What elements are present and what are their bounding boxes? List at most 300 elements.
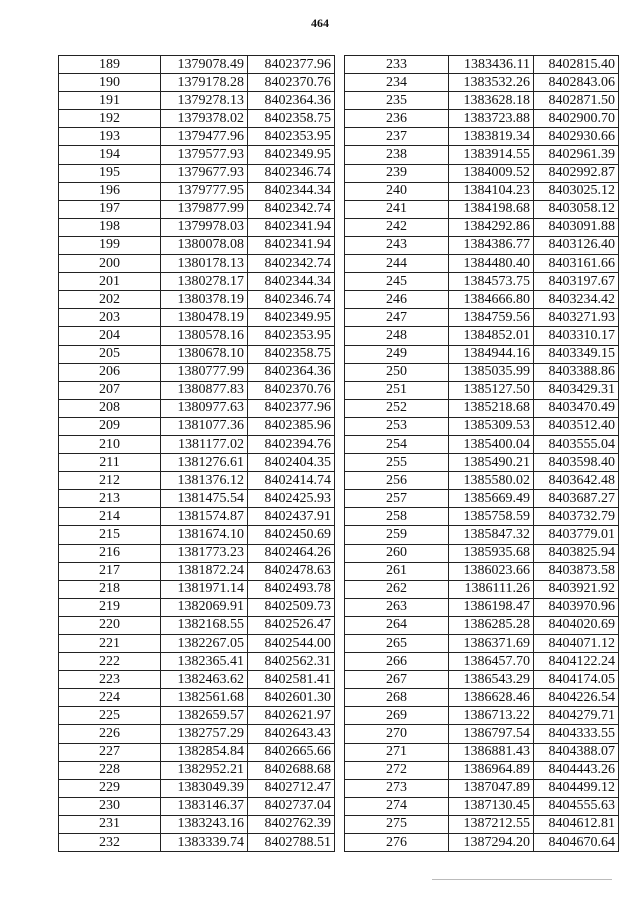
x-coordinate-cell: 1384386.77 (449, 236, 534, 254)
y-coordinate-cell: 8402344.34 (248, 273, 335, 291)
point-number-cell: 263 (345, 598, 449, 616)
x-coordinate-cell: 1385669.49 (449, 490, 534, 508)
table-row (59, 834, 335, 852)
y-coordinate-cell: 8404388.07 (534, 743, 619, 761)
point-number-cell: 258 (345, 508, 449, 526)
x-coordinate-cell: 1384759.56 (449, 309, 534, 327)
table-row (59, 743, 335, 761)
y-coordinate-cell: 8402581.41 (248, 671, 335, 689)
point-number-cell: 241 (345, 200, 449, 218)
x-coordinate-cell: 1384104.23 (449, 182, 534, 200)
table-row (345, 797, 619, 815)
y-coordinate-cell: 8403921.92 (534, 580, 619, 598)
x-coordinate-cell: 1382757.29 (161, 725, 248, 743)
table-row (59, 435, 335, 453)
point-number-cell: 251 (345, 381, 449, 399)
x-coordinate-cell: 1379677.93 (161, 164, 248, 182)
y-coordinate-cell: 8402509.73 (248, 598, 335, 616)
table-row (59, 454, 335, 472)
y-coordinate-cell: 8404443.26 (534, 761, 619, 779)
table-row (59, 508, 335, 526)
point-number-cell: 261 (345, 562, 449, 580)
y-coordinate-cell: 8402544.00 (248, 635, 335, 653)
y-coordinate-cell: 8402961.39 (534, 146, 619, 164)
point-number-cell: 230 (59, 797, 161, 815)
point-number-cell: 262 (345, 580, 449, 598)
point-number-cell: 229 (59, 779, 161, 797)
coordinates-table-left (58, 55, 335, 852)
coordinates-table-right (344, 55, 619, 852)
point-number-cell: 216 (59, 544, 161, 562)
table-row (59, 381, 335, 399)
point-number-cell: 234 (345, 74, 449, 92)
point-number-cell: 267 (345, 671, 449, 689)
point-number-cell: 273 (345, 779, 449, 797)
table-row (345, 743, 619, 761)
y-coordinate-cell: 8402370.76 (248, 381, 335, 399)
table-row (59, 56, 335, 74)
point-number-cell: 209 (59, 417, 161, 435)
table-row (59, 598, 335, 616)
x-coordinate-cell: 1379378.02 (161, 110, 248, 128)
point-number-cell: 196 (59, 182, 161, 200)
table-row (345, 671, 619, 689)
y-coordinate-cell: 8404020.69 (534, 616, 619, 634)
y-coordinate-cell: 8403091.88 (534, 218, 619, 236)
y-coordinate-cell: 8403825.94 (534, 544, 619, 562)
point-number-cell: 274 (345, 797, 449, 815)
y-coordinate-cell: 8403388.86 (534, 363, 619, 381)
x-coordinate-cell: 1381971.14 (161, 580, 248, 598)
y-coordinate-cell: 8403779.01 (534, 526, 619, 544)
y-coordinate-cell: 8402843.06 (534, 74, 619, 92)
x-coordinate-cell: 1380078.08 (161, 236, 248, 254)
x-coordinate-cell: 1383914.55 (449, 146, 534, 164)
table-row (345, 435, 619, 453)
point-number-cell: 192 (59, 110, 161, 128)
point-number-cell: 195 (59, 164, 161, 182)
table-row (345, 454, 619, 472)
y-coordinate-cell: 8402992.87 (534, 164, 619, 182)
y-coordinate-cell: 8404174.05 (534, 671, 619, 689)
x-coordinate-cell: 1384198.68 (449, 200, 534, 218)
table-row (59, 761, 335, 779)
y-coordinate-cell: 8402871.50 (534, 92, 619, 110)
point-number-cell: 208 (59, 399, 161, 417)
point-number-cell: 271 (345, 743, 449, 761)
x-coordinate-cell: 1379577.93 (161, 146, 248, 164)
table-row (345, 309, 619, 327)
y-coordinate-cell: 8403197.67 (534, 273, 619, 291)
table-row (59, 562, 335, 580)
y-coordinate-cell: 8402404.35 (248, 454, 335, 472)
y-coordinate-cell: 8402562.31 (248, 653, 335, 671)
point-number-cell: 254 (345, 435, 449, 453)
point-number-cell: 235 (345, 92, 449, 110)
point-number-cell: 215 (59, 526, 161, 544)
point-number-cell: 197 (59, 200, 161, 218)
point-number-cell: 218 (59, 580, 161, 598)
table-row (59, 544, 335, 562)
x-coordinate-cell: 1386881.43 (449, 743, 534, 761)
table-row (59, 218, 335, 236)
point-number-cell: 193 (59, 128, 161, 146)
point-number-cell: 199 (59, 236, 161, 254)
x-coordinate-cell: 1384666.80 (449, 291, 534, 309)
x-coordinate-cell: 1384292.86 (449, 218, 534, 236)
y-coordinate-cell: 8402437.91 (248, 508, 335, 526)
x-coordinate-cell: 1380178.13 (161, 255, 248, 273)
table-row (59, 616, 335, 634)
table-row (59, 128, 335, 146)
table-row (345, 110, 619, 128)
point-number-cell: 243 (345, 236, 449, 254)
x-coordinate-cell: 1386371.69 (449, 635, 534, 653)
table-row (59, 309, 335, 327)
table-row (59, 526, 335, 544)
x-coordinate-cell: 1385490.21 (449, 454, 534, 472)
y-coordinate-cell: 8402358.75 (248, 345, 335, 363)
y-coordinate-cell: 8402364.36 (248, 92, 335, 110)
table-row (59, 200, 335, 218)
y-coordinate-cell: 8402349.95 (248, 309, 335, 327)
point-number-cell: 259 (345, 526, 449, 544)
point-number-cell: 244 (345, 255, 449, 273)
y-coordinate-cell: 8403970.96 (534, 598, 619, 616)
point-number-cell: 221 (59, 635, 161, 653)
point-number-cell: 253 (345, 417, 449, 435)
x-coordinate-cell: 1383532.26 (449, 74, 534, 92)
table-row (59, 707, 335, 725)
point-number-cell: 233 (345, 56, 449, 74)
x-coordinate-cell: 1383146.37 (161, 797, 248, 815)
table-row (345, 399, 619, 417)
table-row (59, 182, 335, 200)
table-row (59, 472, 335, 490)
x-coordinate-cell: 1383339.74 (161, 834, 248, 852)
point-number-cell: 264 (345, 616, 449, 634)
table-row (345, 56, 619, 74)
table-row (345, 490, 619, 508)
y-coordinate-cell: 8404612.81 (534, 815, 619, 833)
table-row (345, 146, 619, 164)
point-number-cell: 231 (59, 815, 161, 833)
y-coordinate-cell: 8403598.40 (534, 454, 619, 472)
table-row (345, 218, 619, 236)
y-coordinate-cell: 8402377.96 (248, 399, 335, 417)
x-coordinate-cell: 1387047.89 (449, 779, 534, 797)
table-row (345, 725, 619, 743)
x-coordinate-cell: 1382561.68 (161, 689, 248, 707)
x-coordinate-cell: 1382854.84 (161, 743, 248, 761)
x-coordinate-cell: 1381276.61 (161, 454, 248, 472)
y-coordinate-cell: 8403234.42 (534, 291, 619, 309)
point-number-cell: 227 (59, 743, 161, 761)
x-coordinate-cell: 1387130.45 (449, 797, 534, 815)
x-coordinate-cell: 1381872.24 (161, 562, 248, 580)
y-coordinate-cell: 8404226.54 (534, 689, 619, 707)
y-coordinate-cell: 8403349.15 (534, 345, 619, 363)
y-coordinate-cell: 8402342.74 (248, 200, 335, 218)
x-coordinate-cell: 1386457.70 (449, 653, 534, 671)
x-coordinate-cell: 1384480.40 (449, 255, 534, 273)
y-coordinate-cell: 8403873.58 (534, 562, 619, 580)
point-number-cell: 211 (59, 454, 161, 472)
point-number-cell: 202 (59, 291, 161, 309)
x-coordinate-cell: 1380378.19 (161, 291, 248, 309)
y-coordinate-cell: 8402526.47 (248, 616, 335, 634)
table-row (59, 236, 335, 254)
table-row (345, 526, 619, 544)
point-number-cell: 228 (59, 761, 161, 779)
y-coordinate-cell: 8403642.48 (534, 472, 619, 490)
x-coordinate-cell: 1385309.53 (449, 417, 534, 435)
x-coordinate-cell: 1386713.22 (449, 707, 534, 725)
x-coordinate-cell: 1383819.34 (449, 128, 534, 146)
x-coordinate-cell: 1385400.04 (449, 435, 534, 453)
table-row (59, 671, 335, 689)
x-coordinate-cell: 1383436.11 (449, 56, 534, 74)
point-number-cell: 222 (59, 653, 161, 671)
y-coordinate-cell: 8402414.74 (248, 472, 335, 490)
y-coordinate-cell: 8402788.51 (248, 834, 335, 852)
x-coordinate-cell: 1386628.46 (449, 689, 534, 707)
x-coordinate-cell: 1383049.39 (161, 779, 248, 797)
x-coordinate-cell: 1382659.57 (161, 707, 248, 725)
y-coordinate-cell: 8402493.78 (248, 580, 335, 598)
table-row (345, 291, 619, 309)
y-coordinate-cell: 8403310.17 (534, 327, 619, 345)
x-coordinate-cell: 1384944.16 (449, 345, 534, 363)
y-coordinate-cell: 8402464.26 (248, 544, 335, 562)
table-row (59, 164, 335, 182)
table-row (59, 815, 335, 833)
y-coordinate-cell: 8402737.04 (248, 797, 335, 815)
x-coordinate-cell: 1385127.50 (449, 381, 534, 399)
x-coordinate-cell: 1385847.32 (449, 526, 534, 544)
x-coordinate-cell: 1384852.01 (449, 327, 534, 345)
table-row (345, 74, 619, 92)
table-row (345, 472, 619, 490)
table-row (59, 327, 335, 345)
x-coordinate-cell: 1385218.68 (449, 399, 534, 417)
table-row (59, 725, 335, 743)
table-row (345, 200, 619, 218)
table-row (345, 164, 619, 182)
table-row (345, 616, 619, 634)
y-coordinate-cell: 8403687.27 (534, 490, 619, 508)
y-coordinate-cell: 8402643.43 (248, 725, 335, 743)
x-coordinate-cell: 1383628.18 (449, 92, 534, 110)
y-coordinate-cell: 8403555.04 (534, 435, 619, 453)
table-row (345, 580, 619, 598)
table-row (59, 110, 335, 128)
point-number-cell: 223 (59, 671, 161, 689)
x-coordinate-cell: 1381574.87 (161, 508, 248, 526)
y-coordinate-cell: 8402385.96 (248, 417, 335, 435)
x-coordinate-cell: 1380877.83 (161, 381, 248, 399)
y-coordinate-cell: 8403271.93 (534, 309, 619, 327)
point-number-cell: 220 (59, 616, 161, 634)
table-row (59, 345, 335, 363)
y-coordinate-cell: 8402815.40 (534, 56, 619, 74)
table-row (345, 327, 619, 345)
point-number-cell: 194 (59, 146, 161, 164)
y-coordinate-cell: 8402353.95 (248, 327, 335, 345)
y-coordinate-cell: 8402353.95 (248, 128, 335, 146)
y-coordinate-cell: 8403025.12 (534, 182, 619, 200)
y-coordinate-cell: 8402341.94 (248, 236, 335, 254)
table-row (345, 635, 619, 653)
point-number-cell: 226 (59, 725, 161, 743)
y-coordinate-cell: 8404279.71 (534, 707, 619, 725)
table-row (59, 273, 335, 291)
table-row (59, 689, 335, 707)
x-coordinate-cell: 1382168.55 (161, 616, 248, 634)
table-row (59, 779, 335, 797)
y-coordinate-cell: 8402344.34 (248, 182, 335, 200)
point-number-cell: 255 (345, 454, 449, 472)
point-number-cell: 276 (345, 834, 449, 852)
x-coordinate-cell: 1385935.68 (449, 544, 534, 562)
y-coordinate-cell: 8402930.66 (534, 128, 619, 146)
table-row (59, 653, 335, 671)
table-row (345, 92, 619, 110)
point-number-cell: 239 (345, 164, 449, 182)
y-coordinate-cell: 8402349.95 (248, 146, 335, 164)
y-coordinate-cell: 8402762.39 (248, 815, 335, 833)
table-row (345, 834, 619, 852)
y-coordinate-cell: 8402341.94 (248, 218, 335, 236)
y-coordinate-cell: 8402450.69 (248, 526, 335, 544)
x-coordinate-cell: 1381177.02 (161, 435, 248, 453)
point-number-cell: 250 (345, 363, 449, 381)
point-number-cell: 242 (345, 218, 449, 236)
x-coordinate-cell: 1382365.41 (161, 653, 248, 671)
table-row (345, 236, 619, 254)
x-coordinate-cell: 1386285.28 (449, 616, 534, 634)
table-row (59, 580, 335, 598)
point-number-cell: 265 (345, 635, 449, 653)
point-number-cell: 200 (59, 255, 161, 273)
table-row (345, 779, 619, 797)
table-row (59, 417, 335, 435)
point-number-cell: 266 (345, 653, 449, 671)
point-number-cell: 268 (345, 689, 449, 707)
point-number-cell: 248 (345, 327, 449, 345)
y-coordinate-cell: 8404333.55 (534, 725, 619, 743)
table-row (345, 544, 619, 562)
x-coordinate-cell: 1382952.21 (161, 761, 248, 779)
point-number-cell: 272 (345, 761, 449, 779)
x-coordinate-cell: 1379477.96 (161, 128, 248, 146)
x-coordinate-cell: 1387294.20 (449, 834, 534, 852)
x-coordinate-cell: 1381077.36 (161, 417, 248, 435)
table-row (345, 417, 619, 435)
table-row (59, 255, 335, 273)
x-coordinate-cell: 1382463.62 (161, 671, 248, 689)
table-row (345, 598, 619, 616)
point-number-cell: 205 (59, 345, 161, 363)
x-coordinate-cell: 1386797.54 (449, 725, 534, 743)
point-number-cell: 269 (345, 707, 449, 725)
y-coordinate-cell: 8402621.97 (248, 707, 335, 725)
table-row (345, 255, 619, 273)
point-number-cell: 238 (345, 146, 449, 164)
point-number-cell: 247 (345, 309, 449, 327)
x-coordinate-cell: 1386111.26 (449, 580, 534, 598)
point-number-cell: 252 (345, 399, 449, 417)
x-coordinate-cell: 1381674.10 (161, 526, 248, 544)
y-coordinate-cell: 8402425.93 (248, 490, 335, 508)
table-row (345, 128, 619, 146)
table-row (59, 635, 335, 653)
table-row (59, 399, 335, 417)
table-row (59, 92, 335, 110)
y-coordinate-cell: 8403429.31 (534, 381, 619, 399)
table-row (345, 345, 619, 363)
x-coordinate-cell: 1381475.54 (161, 490, 248, 508)
point-number-cell: 210 (59, 435, 161, 453)
point-number-cell: 246 (345, 291, 449, 309)
point-number-cell: 224 (59, 689, 161, 707)
table-row (345, 273, 619, 291)
y-coordinate-cell: 8402364.36 (248, 363, 335, 381)
point-number-cell: 206 (59, 363, 161, 381)
y-coordinate-cell: 8402478.63 (248, 562, 335, 580)
table-row (345, 381, 619, 399)
x-coordinate-cell: 1387212.55 (449, 815, 534, 833)
point-number-cell: 237 (345, 128, 449, 146)
y-coordinate-cell: 8402665.66 (248, 743, 335, 761)
x-coordinate-cell: 1379978.03 (161, 218, 248, 236)
x-coordinate-cell: 1379777.95 (161, 182, 248, 200)
y-coordinate-cell: 8404071.12 (534, 635, 619, 653)
y-coordinate-cell: 8402342.74 (248, 255, 335, 273)
x-coordinate-cell: 1381376.12 (161, 472, 248, 490)
x-coordinate-cell: 1383723.88 (449, 110, 534, 128)
footer-divider (432, 879, 612, 880)
table-row (59, 74, 335, 92)
table-row (59, 291, 335, 309)
point-number-cell: 219 (59, 598, 161, 616)
x-coordinate-cell: 1380777.99 (161, 363, 248, 381)
point-number-cell: 189 (59, 56, 161, 74)
table-row (59, 146, 335, 164)
y-coordinate-cell: 8402900.70 (534, 110, 619, 128)
point-number-cell: 256 (345, 472, 449, 490)
point-number-cell: 257 (345, 490, 449, 508)
point-number-cell: 203 (59, 309, 161, 327)
x-coordinate-cell: 1386198.47 (449, 598, 534, 616)
y-coordinate-cell: 8402370.76 (248, 74, 335, 92)
x-coordinate-cell: 1379877.99 (161, 200, 248, 218)
x-coordinate-cell: 1382069.91 (161, 598, 248, 616)
point-number-cell: 207 (59, 381, 161, 399)
point-number-cell: 249 (345, 345, 449, 363)
y-coordinate-cell: 8403470.49 (534, 399, 619, 417)
y-coordinate-cell: 8403161.66 (534, 255, 619, 273)
y-coordinate-cell: 8404555.63 (534, 797, 619, 815)
table-row (345, 182, 619, 200)
point-number-cell: 260 (345, 544, 449, 562)
table-row (345, 707, 619, 725)
x-coordinate-cell: 1382267.05 (161, 635, 248, 653)
point-number-cell: 245 (345, 273, 449, 291)
table-row (345, 562, 619, 580)
point-number-cell: 236 (345, 110, 449, 128)
point-number-cell: 191 (59, 92, 161, 110)
